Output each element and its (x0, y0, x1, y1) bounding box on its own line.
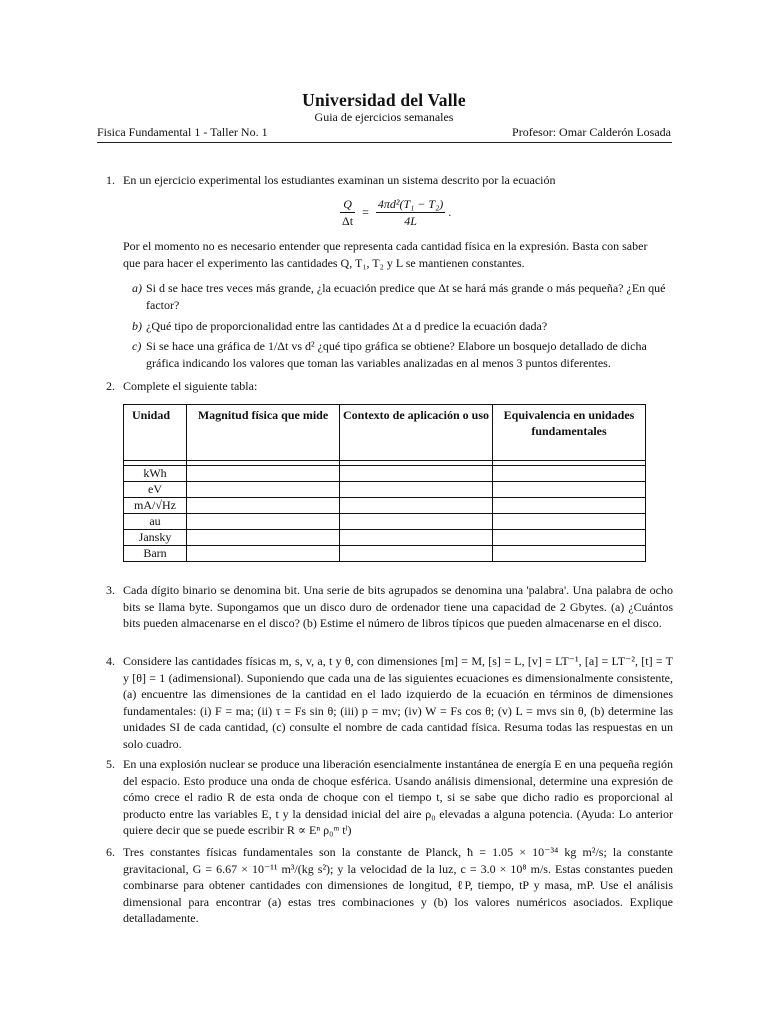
question-4-text: Considere las cantidades físicas m, s, v, a, t y θ, con dimensiones [m] = M, [s] = L, [v] = LT⁻¹, [a] = LT⁻², [t] = T y [θ] = 1 (adimensional). Suponiendo que cada una de las siguientes ecuaciones es dimensionalmente consistente, (a) encuentre las dimensiones de la cantidad en el lado izquierdo de la ecuación en términos de dimensiones fundamentales: (i) F = ma; (ii) τ = Fs sin θ; (iii) p = mv; (iv) W = Fs cos θ; (v) L = mvs sin θ, (b) determine las unidades SI de cada cantidad, (c) consulte el nombre de cada cantidad física. Resuma todas las respuestas en un solo cuadro. (123, 654, 673, 751)
unit-cell: eV (124, 482, 187, 498)
question-2-text: Complete el siguiente tabla: (123, 379, 258, 393)
question-6-number: 6. (106, 845, 115, 859)
empty-cell[interactable] (493, 466, 646, 482)
equation-lhs (340, 196, 355, 229)
empty-cell[interactable] (187, 482, 340, 498)
question-1a-label: a) (132, 281, 142, 295)
question-1a-text: Si d se hace tres veces más grande, ¿la ecuación predice que Δt se hará más grande o más pequeña? ¿En qué factor? (146, 281, 666, 312)
question-1-number: 1. (106, 173, 115, 187)
question-1c-text: Si se hace una gráfica de 1/Δt vs d² ¿qué tipo gráfica se obtiene? Elabore un bosquejo detallado de dicha gráfica indicando los valores que toman las variables analizadas en al menos 3 puntos diferentes. (146, 339, 647, 370)
professor-name: Profesor: Omar Calderón Losada (512, 125, 671, 139)
empty-cell[interactable] (187, 514, 340, 530)
course-name: Fisica Fundamental 1 - Taller No. 1 (97, 125, 268, 139)
equation-rhs (376, 196, 445, 229)
empty-cell[interactable] (340, 498, 493, 514)
question-5-text: En una explosión nuclear se produce una liberación esencialmente instantánea de energía E en una pequeña región del espacio. Esto produce una onda de choque esférica. Usando análisis dimensional, determine una expresión de cómo crece el radio R de esta onda de choque con el tiempo t, si se sabe que dicho radio es proporcional al producto entre las variables E, t y la densidad inicial del aire ρ₀ elevadas a alguna potencia. (Ayuda: Lo anterior quiere decir que se puede escribir R ∝ Eⁿ ρ₀ᵐ tˡ) (123, 757, 673, 837)
table-row (124, 498, 646, 514)
empty-cell[interactable] (493, 482, 646, 498)
empty-cell[interactable] (187, 546, 340, 562)
empty-cell[interactable] (340, 482, 493, 498)
empty-cell[interactable] (493, 514, 646, 530)
equation-rhs-denominator: 4L (404, 214, 417, 228)
question-6-text: Tres constantes físicas fundamentales son la constante de Planck, ħ = 1.05 × 10⁻³⁴ kg m²/s; la constante gravitacional, G = 6.67 × 10⁻¹¹ m³/(kg s²); y la velocidad de la luz, c = 3.0 × 10⁸ m/s. Estas constantes pueden combinarse para obtener cantidades con dimensiones de longitud, ℓP, tiempo, tP y masa, mP. Use el análisis dimensional para encontrar (a) estas tres combinaciones y (b) los valores numéricos asociados. Explique detalladamente. (123, 845, 673, 925)
document-subtitle: Guia de ejercicios semanales (314, 110, 454, 124)
header-equivalencia: Equivalencia en unidades fundamentales (493, 405, 646, 461)
header-unidad: Unidad (124, 405, 187, 461)
unit-cell: kWh (124, 466, 187, 482)
unit-cell: au (124, 514, 187, 530)
table-header-row (124, 405, 646, 461)
question-1-intro: En un ejercicio experimental los estudiantes examinan un sistema descrito por la ecuación (123, 173, 556, 187)
header-divider (97, 142, 672, 143)
question-4-number: 4. (106, 654, 115, 668)
table-row (124, 530, 646, 546)
empty-cell[interactable] (493, 546, 646, 562)
question-1-equation: $\frac{Q}{\Delta t}$ = $\frac{\text{4πd²(T₁ − T₂)}}{4L}$ . (342, 197, 452, 228)
table-row (124, 546, 646, 562)
table-row (124, 466, 646, 482)
empty-cell[interactable] (340, 530, 493, 546)
empty-cell[interactable] (340, 466, 493, 482)
empty-cell[interactable] (187, 530, 340, 546)
question-1c-label: c) (132, 339, 142, 353)
unit-cell: mA/√Hz (124, 498, 187, 514)
question-3-text: Cada dígito binario se denomina bit. Una serie de bits agrupados se denomina una 'palabra'. Una palabra de ocho bits se llama byte. Supongamos que un disco duro de ordenador tiene una capacidad de 2 Gbytes. (a) ¿Cuántos bits pueden almacenarse en el disco? (b) Estime el número de libros típicos que pueden almacenarse en el disco. (123, 583, 673, 630)
empty-cell[interactable] (187, 466, 340, 482)
empty-cell[interactable] (493, 498, 646, 514)
question-5-number: 5. (106, 757, 115, 771)
equation-rhs-numerator: 4πd²(T₁ − T₂) (377, 197, 444, 211)
equation-lhs-denominator: Δt (342, 214, 354, 228)
empty-cell[interactable] (187, 498, 340, 514)
empty-cell[interactable] (340, 546, 493, 562)
header-contexto: Contexto de aplicación o uso (340, 405, 493, 461)
unit-cell: Jansky (124, 530, 187, 546)
empty-cell[interactable] (493, 530, 646, 546)
table-row (124, 514, 646, 530)
table-row (124, 482, 646, 498)
document-title: Universidad del Valle (302, 90, 466, 110)
question-1-paragraph-line-1: Por el momento no es necesario entender que representa cada cantidad física en la expresión. Basta con saber (123, 239, 648, 253)
empty-cell[interactable] (340, 514, 493, 530)
question-1-paragraph-line-2: que para hacer el experimento las cantidades Q, T₁, T₂ y L se mantienen constantes. (123, 256, 525, 270)
question-2-number: 2. (106, 379, 115, 393)
header-magnitud: Magnitud física que mide (187, 405, 340, 461)
question-1b-text: ¿Qué tipo de proporcionalidad entre las cantidades Δt a d predice la ecuación dada? (146, 319, 548, 333)
question-3-number: 3. (106, 583, 115, 597)
question-1b-label: b) (132, 319, 142, 333)
units-table (123, 404, 646, 562)
unit-cell: Barn (124, 546, 187, 562)
equation-lhs-numerator: Q (340, 196, 355, 213)
